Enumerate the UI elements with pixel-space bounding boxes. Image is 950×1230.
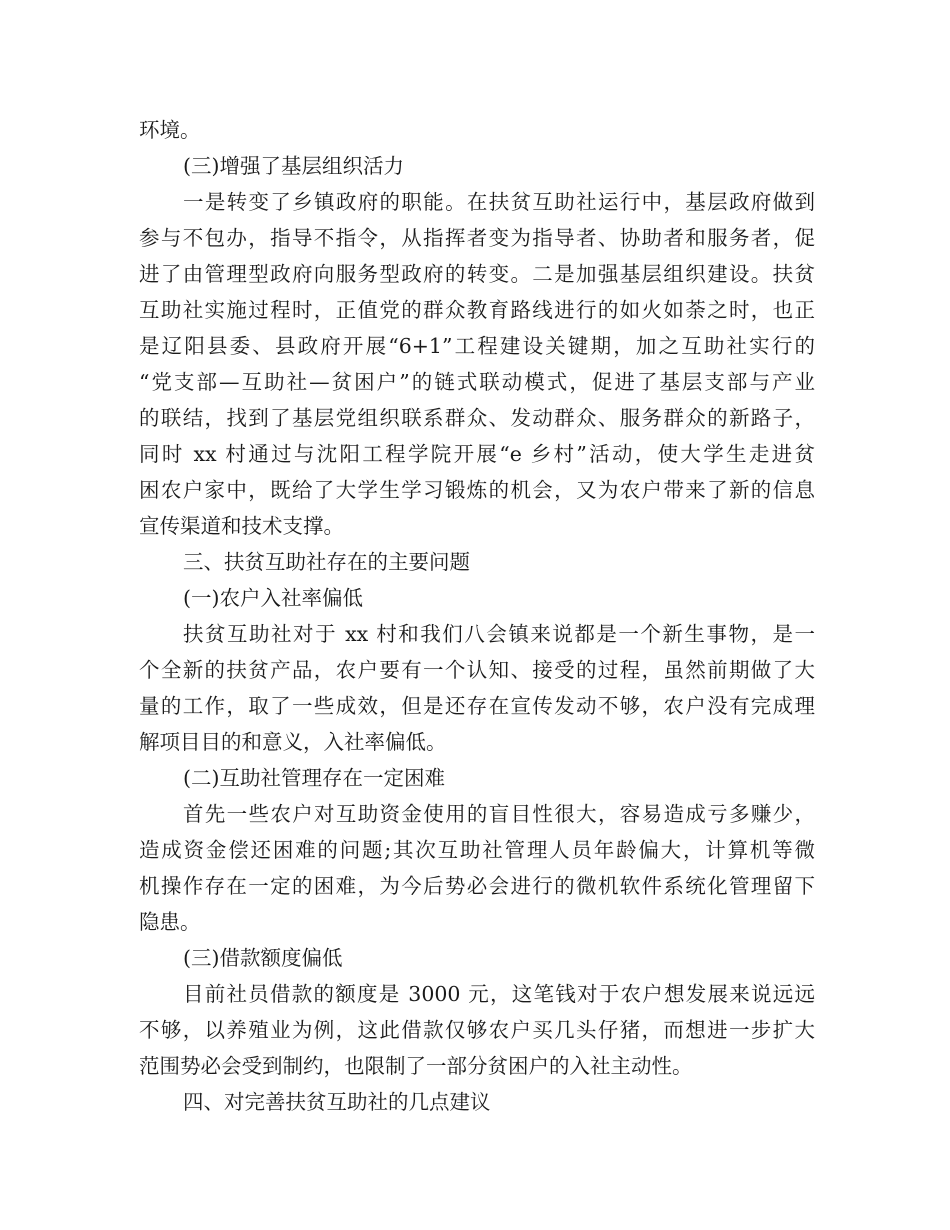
text-line: “党支部—互助社—贫困户”的链式联动模式，促进了基层支部与产业: [139, 370, 815, 394]
section-heading: (二)互助社管理存在一定困难: [183, 766, 445, 790]
text-line: 量的工作，取了一些成效，但是还存在宣传发动不够，农户没有完成理: [139, 694, 815, 718]
text-line: 一是转变了乡镇政府的职能。在扶贫互助社运行中，基层政府做到: [183, 190, 815, 214]
text-line: 扶贫互助社对于 xx 村和我们八会镇来说都是一个新生事物，是一: [183, 622, 815, 646]
text-line: 机操作存在一定的困难，为今后势必会进行的微机软件系统化管理留下: [139, 874, 815, 898]
text-line: 参与不包办，指导不指令，从指挥者变为指导者、协助者和服务者，促: [139, 226, 815, 250]
text-line: 进了由管理型政府向服务型政府的转变。二是加强基层组织建设。扶贫: [139, 262, 815, 286]
document-page: [139, 112, 815, 1120]
text-line: 宣传渠道和技术支撑。: [139, 514, 344, 538]
text-line: 是辽阳县委、县政府开展“6+1”工程建设关键期，加之互助社实行的: [139, 334, 815, 358]
text-line: 范围势必会受到制约，也限制了一部分贫困户的入社主动性。: [139, 1054, 693, 1078]
text-line: 同时 xx 村通过与沈阳工程学院开展“e 乡村”活动，使大学生走进贫: [139, 442, 815, 466]
text-line: 首先一些农户对互助资金使用的盲目性很大，容易造成亏多赚少，: [183, 802, 815, 826]
text-line: 造成资金偿还困难的问题;其次互助社管理人员年龄偏大，计算机等微: [139, 838, 815, 862]
text-line: 目前社员借款的额度是 3000 元，这笔钱对于农户想发展来说远远: [183, 982, 815, 1006]
text-line: 解项目目的和意义，入社率偏低。: [139, 730, 447, 754]
text-line: 环境。: [139, 118, 201, 142]
section-heading: (三)增强了基层组织活力: [183, 154, 404, 178]
section-heading: 三、扶贫互助社存在的主要问题: [183, 550, 470, 574]
text-line: 个全新的扶贫产品，农户要有一个认知、接受的过程，虽然前期做了大: [139, 658, 815, 682]
section-heading: (一)农户入社率偏低: [183, 586, 363, 610]
text-line: 困农户家中，既给了大学生学习锻炼的机会，又为农户带来了新的信息: [139, 478, 815, 502]
text-line: 互助社实施过程时，正值党的群众教育路线进行的如火如荼之时，也正: [139, 298, 815, 322]
section-heading: 四、对完善扶贫互助社的几点建议: [183, 1090, 491, 1114]
text-line: 隐患。: [139, 910, 201, 934]
section-heading: (三)借款额度偏低: [183, 946, 343, 970]
text-line: 不够，以养殖业为例，这此借款仅够农户买几头仔猪，而想进一步扩大: [139, 1018, 815, 1042]
text-line: 的联结，找到了基层党组织联系群众、发动群众、服务群众的新路子，: [139, 406, 815, 430]
